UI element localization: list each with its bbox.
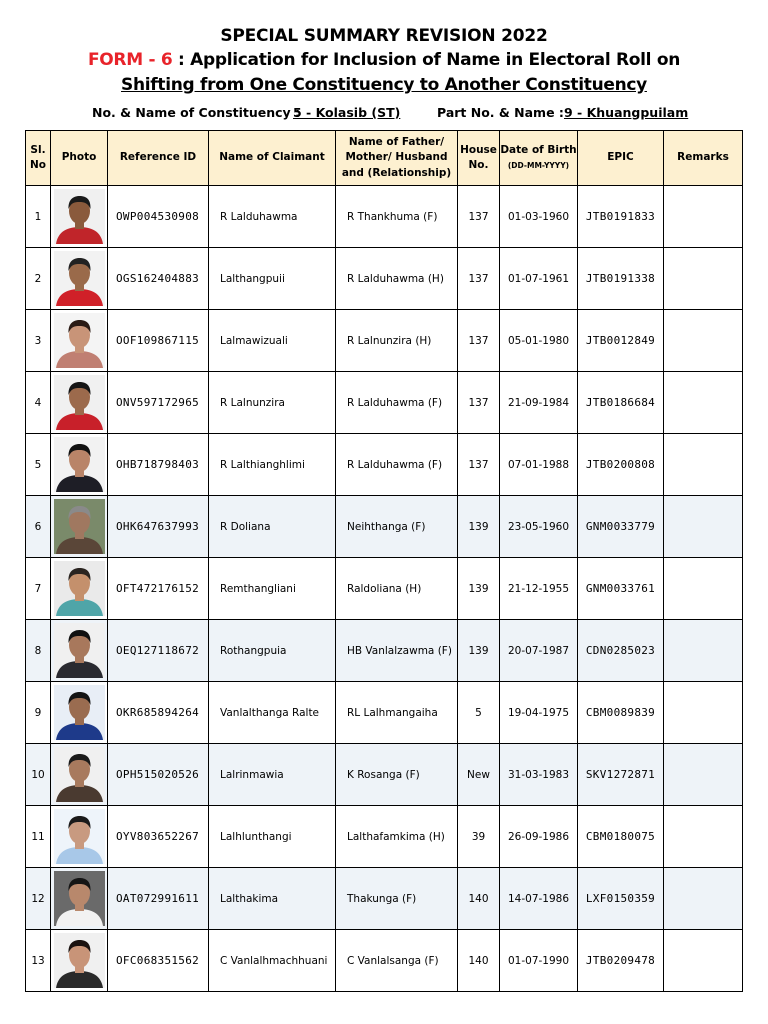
claimant-name-cell: R Lalduhawma [209, 186, 336, 248]
col-header-dob: Date of Birth (DD-MM-YYYY) [500, 131, 578, 186]
dob-cell: 26-09-1986 [500, 806, 578, 868]
reference-id-cell: OWP004530908 [108, 186, 209, 248]
reference-id-cell: OAT072991611 [108, 868, 209, 930]
relation-cell: R Lalduhawma (F) [336, 434, 458, 496]
epic-cell: LXF0150359 [578, 868, 664, 930]
table-row [26, 682, 743, 744]
photo-cell [51, 248, 108, 310]
epic-cell: JTB0200808 [578, 434, 664, 496]
remarks-cell [664, 682, 743, 744]
claimant-photo [54, 251, 105, 306]
claimant-name-cell: Lalthangpuii [209, 248, 336, 310]
col-header-photo: Photo [51, 131, 108, 186]
remarks-cell [664, 434, 743, 496]
claimant-photo [54, 623, 105, 678]
claimant-photo [54, 189, 105, 244]
dob-cell: 19-04-1975 [500, 682, 578, 744]
relation-cell: R Lalduhawma (H) [336, 248, 458, 310]
relation-cell: R Lalduhawma (F) [336, 372, 458, 434]
dob-cell: 23-05-1960 [500, 496, 578, 558]
claimant-name-cell: Lalmawizuali [209, 310, 336, 372]
claimant-name-cell: R Doliana [209, 496, 336, 558]
dob-cell: 01-07-1961 [500, 248, 578, 310]
epic-cell: JTB0012849 [578, 310, 664, 372]
claimants-table [25, 130, 743, 992]
dob-cell: 20-07-1987 [500, 620, 578, 682]
reference-id-cell: OEQ127118672 [108, 620, 209, 682]
photo-cell [51, 620, 108, 682]
sl-cell: 1 [26, 186, 51, 248]
remarks-cell [664, 372, 743, 434]
reference-id-cell: OYV803652267 [108, 806, 209, 868]
relation-cell: Raldoliana (H) [336, 558, 458, 620]
claimant-photo [54, 437, 105, 492]
epic-cell: CDN0285023 [578, 620, 664, 682]
claimant-photo [54, 561, 105, 616]
constituency-value: 5 - Kolasib (ST) [293, 105, 401, 120]
claimant-photo [54, 375, 105, 430]
sl-cell: 6 [26, 496, 51, 558]
photo-cell [51, 186, 108, 248]
relation-cell: C Vanlalsanga (F) [336, 930, 458, 992]
table-row [26, 620, 743, 682]
sl-cell: 8 [26, 620, 51, 682]
reference-id-cell: OHK647637993 [108, 496, 209, 558]
reference-id-cell: OKR685894264 [108, 682, 209, 744]
claimant-name-cell: R Lalnunzira [209, 372, 336, 434]
reference-id-cell: OGS162404883 [108, 248, 209, 310]
form-description: : Application for Inclusion of Name in Electoral Roll on [172, 50, 681, 70]
house-no-cell: 137 [458, 434, 500, 496]
sl-cell: 4 [26, 372, 51, 434]
remarks-cell [664, 310, 743, 372]
epic-cell: JTB0209478 [578, 930, 664, 992]
col-header-remarks: Remarks [664, 131, 743, 186]
claimant-photo [54, 747, 105, 802]
house-no-cell: 139 [458, 558, 500, 620]
table-row [26, 558, 743, 620]
table-row [26, 248, 743, 310]
house-no-cell: 137 [458, 186, 500, 248]
sl-cell: 9 [26, 682, 51, 744]
epic-cell: SKV1272871 [578, 744, 664, 806]
col-header-epic: EPIC [578, 131, 664, 186]
photo-cell [51, 558, 108, 620]
house-no-cell: 139 [458, 620, 500, 682]
reference-id-cell: OOF109867115 [108, 310, 209, 372]
claimant-photo [54, 871, 105, 926]
dob-cell: 31-03-1983 [500, 744, 578, 806]
remarks-cell [664, 806, 743, 868]
reference-id-cell: OFC068351562 [108, 930, 209, 992]
remarks-cell [664, 744, 743, 806]
photo-cell [51, 806, 108, 868]
house-no-cell: 137 [458, 372, 500, 434]
form-heading [0, 50, 768, 70]
claimant-name-cell: Lalthakima [209, 868, 336, 930]
relation-cell: Thakunga (F) [336, 868, 458, 930]
photo-cell [51, 372, 108, 434]
dob-cell: 01-03-1960 [500, 186, 578, 248]
epic-cell: JTB0191833 [578, 186, 664, 248]
claimant-photo [54, 685, 105, 740]
form-label: FORM - 6 [87, 50, 173, 70]
photo-cell [51, 744, 108, 806]
claimant-name-cell: Vanlalthanga Ralte [209, 682, 336, 744]
remarks-cell [664, 496, 743, 558]
photo-cell [51, 930, 108, 992]
epic-cell: JTB0186684 [578, 372, 664, 434]
constituency-label: No. & Name of Constituency : [92, 105, 301, 120]
dob-cell: 07-01-1988 [500, 434, 578, 496]
table-row [26, 434, 743, 496]
dob-cell: 21-12-1955 [500, 558, 578, 620]
claimant-photo [54, 313, 105, 368]
sl-cell: 10 [26, 744, 51, 806]
house-no-cell: New [458, 744, 500, 806]
claimant-name-cell: Rothangpuia [209, 620, 336, 682]
table-row [26, 372, 743, 434]
sl-cell: 5 [26, 434, 51, 496]
photo-cell [51, 682, 108, 744]
epic-cell: JTB0191338 [578, 248, 664, 310]
sl-cell: 11 [26, 806, 51, 868]
claimant-photo [54, 499, 105, 554]
document-title: SPECIAL SUMMARY REVISION 2022 [220, 26, 548, 46]
epic-cell: GNM0033779 [578, 496, 664, 558]
reference-id-cell: OPH515020526 [108, 744, 209, 806]
house-no-cell: 39 [458, 806, 500, 868]
sl-cell: 7 [26, 558, 51, 620]
remarks-cell [664, 620, 743, 682]
remarks-cell [664, 248, 743, 310]
table-row [26, 868, 743, 930]
claimant-name-cell: R Lalthianghlimi [209, 434, 336, 496]
house-no-cell: 140 [458, 930, 500, 992]
col-header-reference-id: Reference ID [108, 131, 209, 186]
claimant-name-cell: Lalhlunthangi [209, 806, 336, 868]
photo-cell [51, 434, 108, 496]
remarks-cell [664, 186, 743, 248]
reference-id-cell: ONV597172965 [108, 372, 209, 434]
sl-cell: 12 [26, 868, 51, 930]
dob-cell: 21-09-1984 [500, 372, 578, 434]
relation-cell: Lalthafamkima (H) [336, 806, 458, 868]
form-subtitle: Shifting from One Constituency to Another Constituency [121, 75, 647, 95]
reference-id-cell: OFT472176152 [108, 558, 209, 620]
table-row [26, 186, 743, 248]
claimant-photo [54, 809, 105, 864]
table-row [26, 744, 743, 806]
claimant-name-cell: Remthangliani [209, 558, 336, 620]
claimant-photo [54, 933, 105, 988]
house-no-cell: 137 [458, 310, 500, 372]
house-no-cell: 140 [458, 868, 500, 930]
epic-cell: GNM0033761 [578, 558, 664, 620]
house-no-cell: 137 [458, 248, 500, 310]
reference-id-cell: OHB718798403 [108, 434, 209, 496]
relation-cell: K Rosanga (F) [336, 744, 458, 806]
dob-cell: 01-07-1990 [500, 930, 578, 992]
col-header-relation: Name of Father/ Mother/ Husband and (Relationship) [336, 131, 458, 186]
dob-cell: 05-01-1980 [500, 310, 578, 372]
epic-cell: CBM0089839 [578, 682, 664, 744]
table-row [26, 310, 743, 372]
claimant-name-cell: C Vanlalhmachhuani [209, 930, 336, 992]
relation-cell: HB Vanlalzawma (F) [336, 620, 458, 682]
relation-cell: R Thankhuma (F) [336, 186, 458, 248]
part-value: 9 - Khuangpuilam [564, 105, 689, 120]
sl-cell: 13 [26, 930, 51, 992]
relation-cell: Neihthanga (F) [336, 496, 458, 558]
house-no-cell: 5 [458, 682, 500, 744]
table-row [26, 806, 743, 868]
relation-cell: RL Lalhmangaiha [336, 682, 458, 744]
photo-cell [51, 310, 108, 372]
claimant-name-cell: Lalrinmawia [209, 744, 336, 806]
remarks-cell [664, 558, 743, 620]
col-header-house: House No. [458, 131, 500, 186]
part-label: Part No. & Name : [437, 105, 564, 120]
sl-cell: 3 [26, 310, 51, 372]
remarks-cell [664, 930, 743, 992]
relation-cell: R Lalnunzira (H) [336, 310, 458, 372]
dob-cell: 14-07-1986 [500, 868, 578, 930]
col-header-claimant: Name of Claimant [209, 131, 336, 186]
col-header-sl: Sl. No [26, 131, 51, 186]
photo-cell [51, 868, 108, 930]
table-row [26, 496, 743, 558]
remarks-cell [664, 868, 743, 930]
table-row [26, 930, 743, 992]
table-header-row [26, 131, 743, 186]
house-no-cell: 139 [458, 496, 500, 558]
epic-cell: CBM0180075 [578, 806, 664, 868]
photo-cell [51, 496, 108, 558]
sl-cell: 2 [26, 248, 51, 310]
